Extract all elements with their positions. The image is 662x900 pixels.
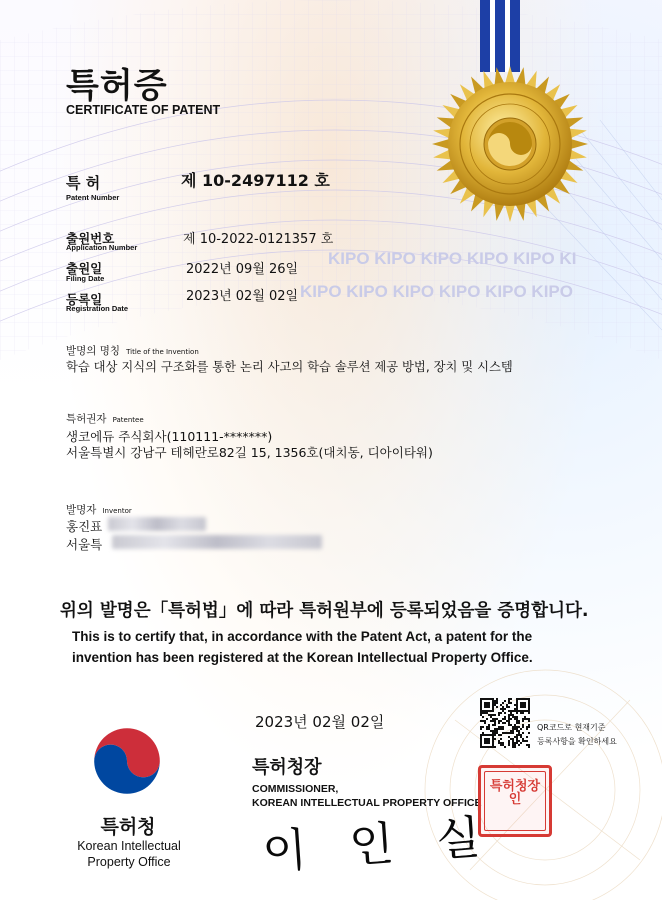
certification-statement-en-line2: invention has been registered at the Korean Intellectual Property Office. [72,650,533,665]
redacted-inventor-address [112,535,322,549]
issue-date: 2023년 02월 02일 [255,713,385,731]
invention-title-label-ko: 발명의 명칭 [66,345,121,357]
office-name-ko: 특허청 [100,816,156,838]
commissioner-title-ko: 특허청장 [252,757,322,778]
ribbon-stripe [495,0,505,72]
qr-caption-line2: 등록사항을 확인하세요 [537,737,617,746]
patentee-address: 서울특별시 강남구 테헤란로82길 15, 1356호(대치동, 디아이타워) [66,445,433,460]
patentee-label [66,411,144,426]
certification-statement-en-line1: This is to certify that, in accordance with the Patent Act, a patent for the [72,629,533,644]
official-seal-text: 특허청장인 [489,779,541,807]
application-number-label-en: Application Number [66,243,138,252]
commissioner-title-en-line2: KOREAN INTELLECTUAL PROPERTY OFFICE [252,797,482,809]
redacted-inventor-name [108,517,206,531]
office-name-en-line1: Korean Intellectual [77,839,181,853]
qr-caption-line1: QR코드로 현재기준 [537,723,606,732]
patentee-label-en: Patentee [112,416,144,424]
patent-number-label-en: Patent Number [66,193,120,202]
inventor-name: 홍진표 [66,519,103,534]
registration-date-label-en: Registration Date [66,304,129,313]
qr-code-icon[interactable] [480,698,530,748]
filing-date-label-en: Filing Date [66,274,105,283]
patent-number-label: 특 허 [66,174,101,192]
invention-title-value: 학습 대상 지식의 구조화를 통한 논리 사고의 학습 솔루션 제공 방법, 장치 및 시스템 [66,360,513,374]
certificate-title-ko: 특허증 [66,66,168,106]
ribbon-stripe [510,0,520,72]
office-name-en-line2: Property Office [87,855,171,869]
watermark-line-1: KIPO KIPO KIPO KIPO KIPO KI [328,249,577,268]
commissioner-signature: 이 인 실 [260,808,497,880]
invention-title-label [66,343,199,358]
inventor-address: 서울특 [66,537,103,552]
office-name-en [66,838,192,870]
patent-number-value: 제 10-2497112 호 [181,171,330,190]
watermark-line-2: KIPO KIPO KIPO KIPO KIPO KIPO [300,282,573,301]
inventor-label-en: Inventor [102,507,132,515]
official-seal-stamp [478,765,552,837]
gold-seal-icon [430,64,590,224]
inventor-label-ko: 발명자 [66,504,97,516]
certificate-title-en: CERTIFICATE OF PATENT [66,103,221,117]
patentee-label-ko: 특허권자 [66,413,107,425]
commissioner-title-en-line1: COMMISSIONER, [252,783,339,795]
kipo-emblem-icon [86,720,168,802]
filing-date-label: 출원일 [66,261,103,276]
application-number-value: 제 10-2022-0121357 호 [183,232,334,247]
application-number-label: 출원번호 [66,231,115,246]
registration-date-value: 2023년 02월 02일 [186,289,299,304]
inventor-label [66,502,132,517]
patentee-name: 생코에듀 주식회사(110111-*******) [66,429,273,444]
filing-date-value: 2022년 09월 26일 [186,262,299,277]
invention-title-label-en: Title of the Invention [126,348,199,356]
ribbon-stripe [480,0,490,72]
registration-date-label: 등록일 [66,292,103,307]
certification-statement-ko: 위의 발명은「특허법」에 따라 특허원부에 등록되었음을 증명합니다. [60,601,589,621]
